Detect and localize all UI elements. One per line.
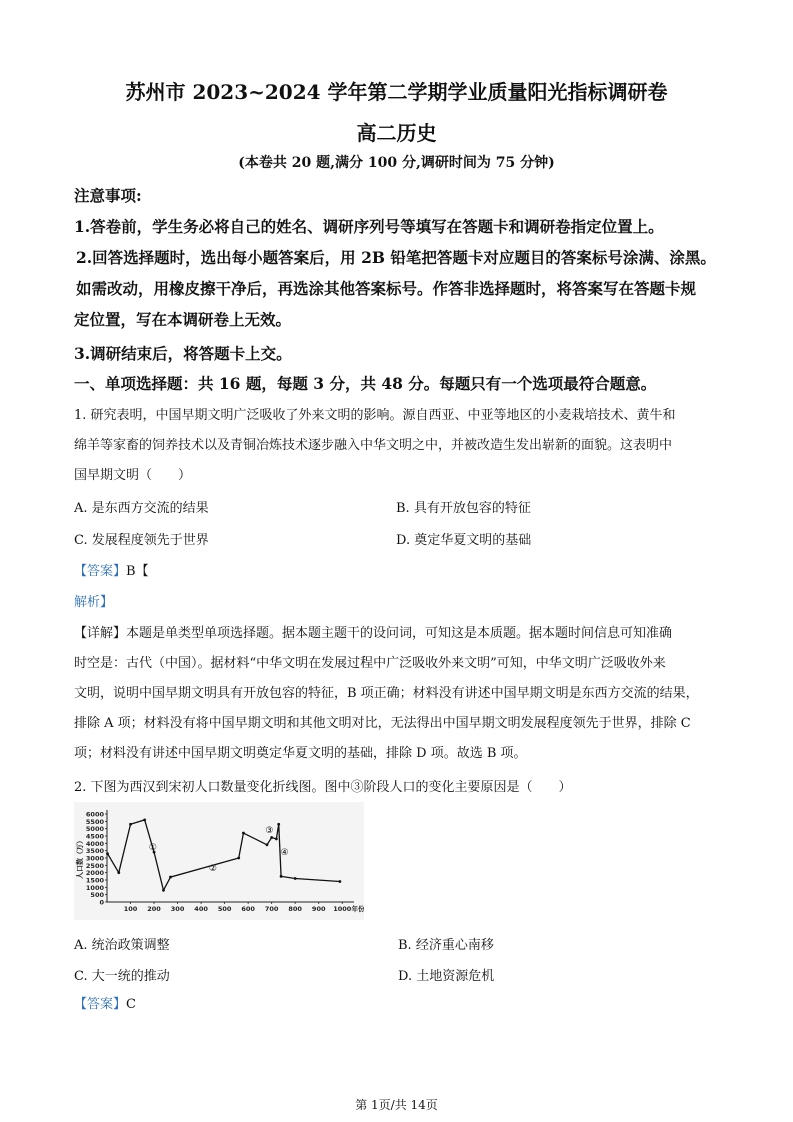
population-data-point (277, 823, 280, 826)
y-tick-label: 2000 (85, 869, 104, 878)
q1-answer-label: 【答案】 (74, 564, 127, 579)
x-tick-label: 800 (288, 905, 302, 913)
x-axis-label: 年份 (351, 905, 364, 913)
x-tick-label: 1000 (333, 905, 352, 913)
population-data-point (242, 832, 245, 835)
q1-answer-value: B【 (126, 564, 149, 579)
y-tick-label: 3000 (85, 854, 104, 863)
y-tick-label: 6000 (85, 810, 104, 819)
q1-detail-line-1: 【详解】本题是单类型单项选择题。据本题主题干的设问词，可知这是本质题。据本题时间信息可知准确 (74, 626, 673, 641)
q1-option-d: D. 奠定华夏文明的基础 (396, 533, 532, 548)
q1-stem-line-3: 国早期文明（ ） (74, 468, 192, 483)
q1-answer (74, 560, 149, 579)
population-data-point (280, 875, 283, 878)
y-tick-label: 1500 (85, 876, 104, 885)
stage-annotation: ③ (265, 826, 274, 837)
population-data-point (169, 876, 172, 879)
x-tick-label: 700 (264, 905, 279, 913)
x-tick-label: 300 (170, 905, 185, 913)
q2-stem-line-1: 2. 下图为西汉到宋初人口数量变化折线图。图中③阶段人口的变化主要原因是（ ） (74, 780, 572, 795)
y-tick-label: 0 (99, 898, 104, 907)
q1-detail-line-2: 时空是：古代（中国）。据材料“中华文明在发展过程中广泛吸收外来文明”可知，中华文明广泛吸收外来 (74, 656, 666, 671)
population-data-point (129, 823, 132, 826)
y-tick-label: 4000 (85, 839, 104, 848)
section-1-heading: 一、单项选择题：共 16 题，每题 3 分，共 48 分。每题只有一个选项最符合题意。 (74, 374, 657, 393)
population-data-point (143, 818, 146, 821)
notice-heading: 注意事项: (74, 186, 142, 205)
x-tick-label: 100 (123, 905, 138, 913)
population-data-point (117, 871, 120, 874)
notice-item-3: 3.调研结束后，将答题卡上交。 (74, 344, 292, 363)
notice-item-2-line-1: 2.回答选择题时，选出每小题答案后，用 2B 铅笔把答题卡对应题目的答案标号涂满、涂黑。 (76, 248, 716, 267)
q2-option-c: C. 大一统的推动 (74, 969, 170, 984)
q2-option-d: D. 土地资源危机 (398, 969, 495, 984)
y-axis-label: 人口数（万） (76, 837, 84, 879)
q2-answer-value: C (126, 997, 136, 1012)
q2-option-a: A. 统治政策调整 (74, 938, 170, 953)
y-tick-label: 4500 (85, 832, 104, 841)
population-data-point (338, 880, 341, 883)
exam-title: 苏州市 2023~2024 学年第二学期学业质量阳光指标调研卷 (125, 80, 668, 104)
q1-option-c: C. 发展程度领先于世界 (74, 533, 209, 548)
y-tick-label: 500 (90, 891, 104, 900)
x-tick-label: 900 (311, 905, 326, 913)
x-tick-label: 200 (147, 905, 161, 913)
x-tick-label: 400 (194, 905, 208, 913)
population-data-point (275, 838, 278, 841)
exam-info: (本卷共 20 题,满分 100 分,调研时间为 75 分钟) (238, 155, 555, 171)
q1-detail-line-3: 文明，说明中国早期文明具有开放包容的特征，B 项正确；材料没有讲述中国早期文明是东西方交流的结果， (74, 686, 699, 701)
population-data-point (294, 877, 297, 880)
y-tick-label: 3500 (85, 847, 104, 856)
notice-item-2-line-2: 如需改动，用橡皮擦干净后，再选涂其他答案标号。作答非选择题时，将答案写在答题卡规 (76, 279, 697, 298)
population-data-point (237, 857, 240, 860)
q2-answer-label: 【答案】 (74, 997, 127, 1012)
notice-item-1: 1.答卷前，学生务必将自己的姓名、调研序列号等填写在答题卡和调研卷指定位置上。 (74, 217, 664, 236)
x-tick-label: 500 (217, 905, 232, 913)
y-tick-label: 2500 (85, 861, 104, 870)
stage-annotation: ① (148, 842, 157, 853)
q1-stem-line-1: 1. 研究表明，中国早期文明广泛吸收了外来文明的影响。源自西亚、中亚等地区的小麦栽培技术、黄牛和 (74, 408, 676, 423)
x-tick-label: 600 (241, 905, 255, 913)
exam-subject: 高二历史 (356, 121, 437, 145)
population-data-point (106, 852, 109, 855)
y-tick-label: 5000 (85, 825, 104, 834)
q1-detail-line-4: 排除 A 项；材料没有将中国早期文明和其他文明对比，无法得出中国早期文明发展程度领先于世界，排除 C (74, 716, 691, 731)
y-tick-label: 5500 (85, 817, 104, 826)
q2-answer (74, 993, 136, 1012)
q2-option-b: B. 经济重心南移 (398, 938, 494, 953)
page-number: 第 1页/共 14页 (355, 1098, 438, 1112)
population-data-point (266, 843, 269, 846)
population-data-point (270, 836, 273, 839)
population-line-chart (74, 802, 364, 920)
q1-analysis-label: 解析】 (74, 595, 114, 610)
notice-item-2-line-3: 定位置，写在本调研卷上无效。 (74, 310, 292, 329)
stage-annotation: ④ (280, 848, 289, 859)
y-tick-label: 1000 (85, 883, 104, 892)
q1-detail-line-5: 项；材料没有讲述中国早期文明奠定华夏文明的基础，排除 D 项。故选 B 项。 (74, 746, 527, 761)
stage-annotation: ② (208, 864, 217, 875)
q1-option-a: A. 是东西方交流的结果 (74, 501, 209, 516)
population-data-point (162, 889, 165, 892)
q1-option-b: B. 具有开放包容的特征 (396, 501, 531, 516)
q1-stem-line-2: 绵羊等家畜的饲养技术以及青铜冶炼技术逐步融入中华文明之中，并被改造生发出崭新的面貌。这表明中 (74, 438, 673, 453)
